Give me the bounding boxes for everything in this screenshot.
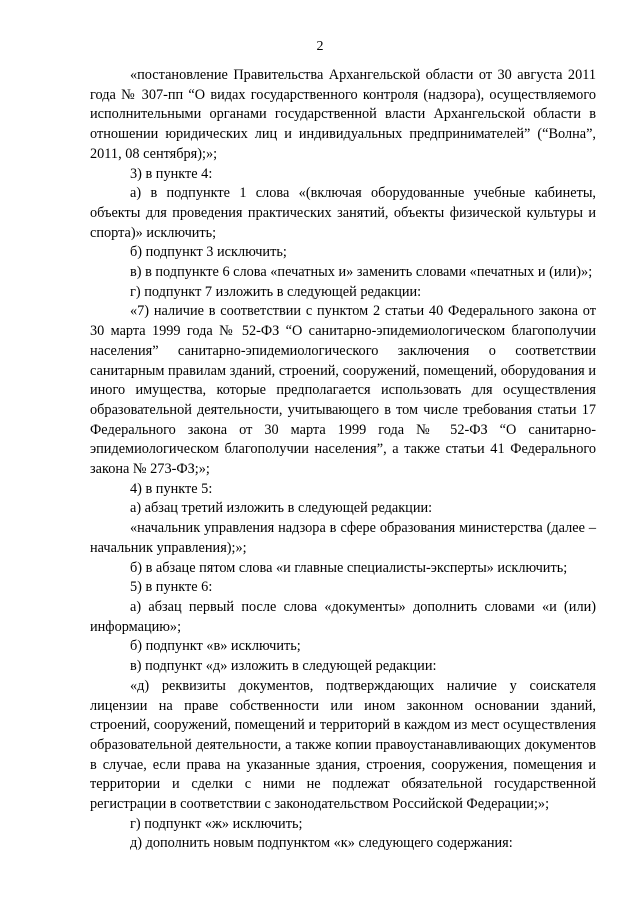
paragraph: 4) в пункте 5: xyxy=(130,480,213,497)
paragraph: «д) реквизиты документов, подтверждающих наличие у соискателя лицензии на праве собственности или ином законном основании зданий, строений, сооружений, помещений и территорий в каждом из мест осуществления образовательной деятельности, а также копии правоустанавливающих документов в случае, если права на указанные здания, строения, сооружения, помещения и территории и сделки с ними не подлежат обязательной государственной регистрации в соответствии с законодательством Российской Федерации;»; xyxy=(90,677,596,813)
paragraph: б) подпункт «в» исключить; xyxy=(130,638,301,655)
paragraph: «7) наличие в соответствии с пунктом 2 статьи 40 Федерального закона от 30 марта 1999 года № 52-ФЗ “О санитарно-эпидемиологическом благополучии населения” санитарно-эпидемиологического заключения о соответствии санитарным правилам зданий, строений, сооружений, помещений, оборудования и иного имущества, которые предполагается использовать для осуществления образовательной деятельности, учитывающего в том числе требования статьи 17 Федерального закона от 30 марта 1999 года № 52-ФЗ “О санитарно-эпидемиологическом благополучии населения”, а также статьи 41 Федерального закона № 273-ФЗ;»; xyxy=(90,303,596,478)
page-number: 2 xyxy=(316,39,324,54)
paragraph: а) абзац первый после слова «документы» дополнить словами «и (или) информацию»; xyxy=(90,598,596,635)
paragraph: г) подпункт «ж» исключить; xyxy=(130,815,303,832)
document-body xyxy=(90,66,596,854)
paragraph: а) абзац третий изложить в следующей редакции: xyxy=(130,500,433,517)
paragraph: б) подпункт 3 исключить; xyxy=(130,244,287,261)
paragraph: б) в абзаце пятом слова «и главные специалисты-эксперты» исключить; xyxy=(130,559,568,576)
paragraph: «начальник управления надзора в сфере образования министерства (далее – начальник управления);»; xyxy=(90,520,596,556)
paragraph: а) в подпункте 1 слова «(включая оборудованные учебные кабинеты, объекты для проведения практических занятий, объекты физической культуры и спорта)» исключить; xyxy=(90,185,596,241)
paragraph: в) подпункт «д» изложить в следующей редакции: xyxy=(130,658,437,675)
paragraph: 5) в пункте 6: xyxy=(130,579,213,596)
paragraph: 3) в пункте 4: xyxy=(130,165,213,182)
paragraph: г) подпункт 7 изложить в следующей редакции: xyxy=(130,283,422,300)
paragraph: «постановление Правительства Архангельской области от 30 августа 2011 года № 307-пп “О видах государственного контроля (надзора), осуществляемого исполнительными органами государственной власти Архангельской области в отношении юридических лиц и индивидуальных предпринимателей” (“Волна”, 2011, 08 сентября);»; xyxy=(90,67,596,162)
paragraph: д) дополнить новым подпунктом «к» следующего содержания: xyxy=(130,835,513,852)
paragraph: в) в подпункте 6 слова «печатных и» заменить словами «печатных и (или)»; xyxy=(130,264,593,281)
